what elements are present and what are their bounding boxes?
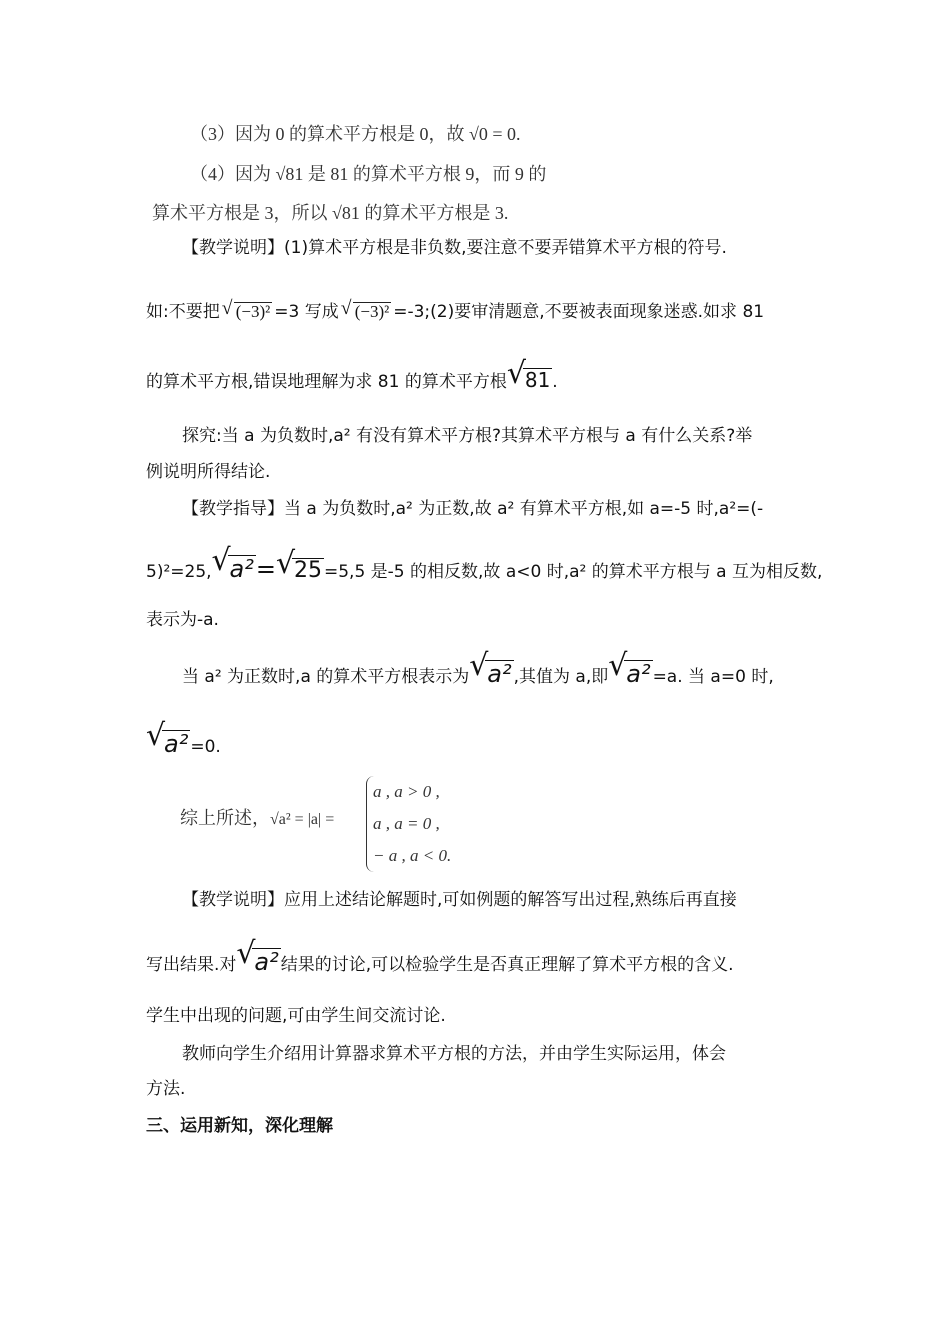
text: 综上所述，	[180, 808, 270, 828]
sqrt-a2	[608, 660, 652, 687]
explore-line2: 例说明所得结论.	[146, 462, 271, 482]
positive-line1	[182, 660, 774, 689]
calculator-line1: 教师向学生介绍用计算器求算术平方根的方法，并由学生实际运用，体会	[182, 1044, 726, 1064]
equals: =	[255, 555, 276, 583]
case-positive: a , a > 0 ,	[373, 782, 440, 801]
case-zero: a , a = 0 ,	[373, 814, 440, 833]
sqrt-a2	[212, 555, 256, 582]
guidance-line2	[146, 555, 822, 584]
text: 当 a² 为正数时,a 的算术平方根表示为	[182, 667, 470, 687]
text: =0.	[190, 737, 221, 757]
sqrt-a2	[469, 660, 513, 687]
radicand: 25	[293, 558, 322, 583]
text: 如:不要把	[146, 302, 220, 322]
explore-line1: 探究:当 a 为负数时,a² 有没有算术平方根?其算术平方根与 a 有什么关系?举	[182, 426, 753, 446]
teaching-note-1-line2	[146, 300, 764, 324]
guidance-line3: 表示为-a.	[146, 610, 219, 630]
radicand: (−3)²	[235, 302, 271, 321]
radicand: 81	[524, 368, 551, 392]
case-negative: − a , a < 0.	[373, 846, 452, 865]
teaching-note-2-line1: 【教学说明】应用上述结论解题时,可如例题的解答写出过程,熟练后再直接	[182, 890, 737, 910]
teaching-note-1: 【教学说明】(1)算术平方根是非负数,要注意不要弄错算术平方根的符号.	[182, 238, 727, 258]
sqrt-a2	[146, 730, 190, 757]
calculator-line2: 方法.	[146, 1079, 186, 1099]
text: =5,5 是-5 的相反数,故 a<0 时,a² 的算术平方根与 a 互为相反数,	[323, 562, 823, 582]
text: ,其值为 a,即	[513, 667, 609, 687]
sqrt-25	[276, 558, 324, 583]
line-4-cont: 算术平方根是 3，所以 √81 的算术平方根是 3.	[152, 203, 509, 223]
text: =3 写成	[274, 302, 339, 322]
sqrt-a2	[236, 948, 280, 975]
text: =a. 当 a=0 时,	[652, 667, 774, 687]
text: 结果的讨论,可以检验学生是否真正理解了算术平方根的含义.	[280, 955, 734, 975]
teaching-note-2-line2	[146, 948, 734, 977]
teaching-note-2-line3: 学生中出现的问题,可由学生间交流讨论.	[146, 1006, 446, 1026]
line-4: （4）因为 √81 是 81 的算术平方根 9，而 9 的	[190, 164, 547, 184]
radicand: a²	[164, 730, 189, 758]
section-heading: 三、运用新知，深化理解	[146, 1116, 333, 1136]
radicand: a²	[626, 660, 651, 688]
text: 写出结果.对	[146, 955, 237, 975]
line-3: （3）因为 0 的算术平方根是 0，故 √0 = 0.	[190, 124, 521, 144]
radicand: a²	[229, 555, 254, 583]
sqrt-81	[507, 368, 552, 392]
guidance-line1: 【教学指导】当 a 为负数时,a² 为正数,故 a² 有算术平方根,如 a=-5 时,a²=(-	[182, 499, 764, 519]
sqrt-expr	[222, 300, 273, 324]
text: =-3;(2)要审清题意,不要被表面现象迷惑.如求 81	[393, 302, 765, 322]
teaching-note-1-line3	[146, 368, 558, 394]
summary-label	[180, 806, 334, 832]
positive-line2	[146, 730, 221, 759]
text: 的算术平方根,错误地理解为求 81 的算术平方根	[146, 372, 507, 392]
piecewise-cases	[366, 776, 451, 872]
abs-formula: √a² = |a| =	[270, 811, 335, 828]
radicand: a²	[487, 660, 512, 688]
text: .	[552, 372, 558, 392]
radicand: (−3)²	[354, 302, 390, 321]
sqrt-expr	[341, 300, 392, 324]
radicand: a²	[254, 948, 279, 976]
text: 5)²=25,	[146, 562, 212, 582]
